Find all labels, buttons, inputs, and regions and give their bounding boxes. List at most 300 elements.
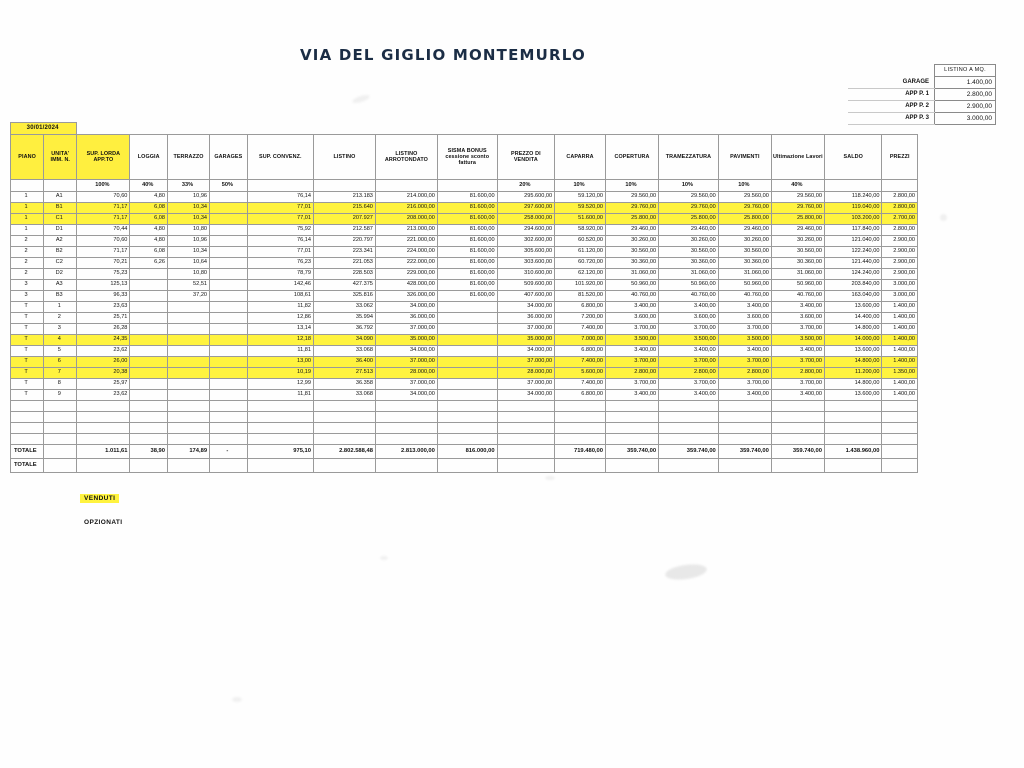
cell-loggia [130,379,168,390]
cell-ultimazione: 3.700,00 [771,357,824,368]
cell-unita: B2 [44,247,77,258]
cell-empty [497,401,555,412]
cell-empty [437,401,497,412]
cell-empty [210,412,248,423]
pct-pavimenti: 10% [718,180,771,192]
cell-listino-arrotondato: 37.000,00 [375,379,437,390]
cell-copertura: 30.260,00 [605,236,658,247]
cell-prezzo-vendita: 310.600,00 [497,269,555,280]
table-row [11,324,918,335]
cell-ultimazione: 3.700,00 [771,379,824,390]
price-list-value: 2.900,00 [935,101,996,113]
cell-pavimenti: 30.560,00 [718,247,771,258]
cell-loggia [130,324,168,335]
cell-sup-convenz: 77,01 [247,214,313,225]
total-cell-sup-lorda [77,459,130,473]
total-cell-sup-convenz: 975,10 [247,445,313,459]
cell-prezzi: 2.800,00 [882,203,918,214]
cell-listino-arrotondato: 28.000,00 [375,368,437,379]
cell-saldo: 119.040,00 [824,203,882,214]
scan-artifact [232,697,242,702]
cell-loggia: 4,80 [130,192,168,203]
cell-sisma-bonus: 81.600,00 [437,258,497,269]
cell-empty [437,423,497,434]
cell-sup-convenz: 12,86 [247,313,313,324]
sheet-date: 30/01/2024 [11,123,77,135]
cell-ultimazione: 50.960,00 [771,280,824,291]
total-cell-listino-arrotondato: 2.813.000,00 [375,445,437,459]
cell-copertura: 29.760,00 [605,203,658,214]
scan-artifact [664,562,708,582]
cell-listino-arrotondato: 428.000,00 [375,280,437,291]
cell-prezzo-vendita: 509.600,00 [497,280,555,291]
cell-copertura: 3.500,00 [605,335,658,346]
cell-empty [247,434,313,445]
cell-ultimazione: 31.060,00 [771,269,824,280]
cell-tramezzatura: 2.800,00 [659,368,719,379]
cell-empty [247,423,313,434]
cell-tramezzatura: 3.400,00 [659,390,719,401]
cell-empty [168,401,210,412]
cell-listino-arrotondato: 222.000,00 [375,258,437,269]
total-cell-unita [44,445,77,459]
cell-pavimenti: 30.260,00 [718,236,771,247]
cell-saldo: 117.840,00 [824,225,882,236]
cell-empty [168,434,210,445]
cell-piano: 3 [11,280,44,291]
cell-tramezzatura: 3.400,00 [659,302,719,313]
cell-piano: T [11,379,44,390]
cell-sup-convenz: 142,46 [247,280,313,291]
cell-tramezzatura: 30.560,00 [659,247,719,258]
cell-prezzo-vendita: 34.000,00 [497,302,555,313]
cell-unita: 5 [44,346,77,357]
cell-piano: 3 [11,291,44,302]
cell-empty [605,434,658,445]
cell-garages [210,346,248,357]
cell-prezzo-vendita: 294.600,00 [497,225,555,236]
cell-sisma-bonus: 81.600,00 [437,269,497,280]
cell-empty [497,434,555,445]
cell-pavimenti: 31.060,00 [718,269,771,280]
cell-piano: T [11,357,44,368]
cell-prezzi: 2.800,00 [882,192,918,203]
cell-listino: 221.053 [314,258,376,269]
cell-pavimenti: 2.800,00 [718,368,771,379]
cell-loggia [130,368,168,379]
cell-garages [210,247,248,258]
cell-caparra: 62.120,00 [555,269,606,280]
cell-empty [210,401,248,412]
cell-loggia [130,346,168,357]
table-row [11,280,918,291]
cell-sup-lorda: 75,23 [77,269,130,280]
cell-terrazzo [168,313,210,324]
cell-terrazzo: 10,34 [168,214,210,225]
cell-sisma-bonus [437,357,497,368]
pct-listino-arrotondato [375,180,437,192]
cell-prezzo-vendita: 303.600,00 [497,258,555,269]
cell-prezzi: 2.900,00 [882,258,918,269]
col-header-sisma-bonus: SISMA BONUS cessione sconto fattura [437,135,497,180]
cell-sup-convenz: 12,99 [247,379,313,390]
total-cell-unita [44,459,77,473]
cell-prezzi: 2.800,00 [882,225,918,236]
cell-sup-lorda: 70,60 [77,236,130,247]
cell-sisma-bonus [437,346,497,357]
cell-caparra: 7.000,00 [555,335,606,346]
pct-garages: 50% [210,180,248,192]
cell-terrazzo: 37,20 [168,291,210,302]
cell-garages [210,280,248,291]
cell-saldo: 14.000,00 [824,335,882,346]
cell-terrazzo: 10,64 [168,258,210,269]
price-list-label: APP P. 2 [848,101,935,113]
cell-tramezzatura: 29.760,00 [659,203,719,214]
cell-saldo: 14.800,00 [824,324,882,335]
pct-sup-convenz [247,180,313,192]
cell-sisma-bonus: 81.600,00 [437,225,497,236]
blank-row [11,423,918,434]
cell-ultimazione: 30.260,00 [771,236,824,247]
total-cell-terrazzo: 174,89 [168,445,210,459]
table-row [11,379,918,390]
cell-saldo: 121.440,00 [824,258,882,269]
col-header-sup-lorda: SUP. LORDA APP.TO [77,135,130,180]
cell-caparra: 7.400,00 [555,357,606,368]
cell-terrazzo: 10,80 [168,269,210,280]
cell-sup-convenz: 77,01 [247,247,313,258]
cell-saldo: 103.200,00 [824,214,882,225]
price-list-box [848,64,996,125]
cell-empty [824,434,882,445]
cell-sup-convenz: 10,19 [247,368,313,379]
cell-piano: 1 [11,203,44,214]
cell-caparra: 59.120,00 [555,192,606,203]
cell-empty [771,423,824,434]
table-row [11,258,918,269]
cell-pavimenti: 3.600,00 [718,313,771,324]
cell-sup-lorda: 23,62 [77,346,130,357]
cell-empty [11,434,44,445]
table-row [11,357,918,368]
cell-copertura: 3.400,00 [605,302,658,313]
cell-listino: 33.062 [314,302,376,313]
cell-empty [44,412,77,423]
cell-unita: C2 [44,258,77,269]
cell-terrazzo: 10,34 [168,247,210,258]
table-row [11,225,918,236]
cell-saldo: 124.240,00 [824,269,882,280]
cell-terrazzo [168,302,210,313]
cell-prezzi: 1.400,00 [882,357,918,368]
total-cell-ultimazione [771,459,824,473]
cell-prezzo-vendita: 34.000,00 [497,390,555,401]
cell-empty [555,401,606,412]
cell-empty [314,412,376,423]
cell-empty [659,401,719,412]
cell-garages [210,357,248,368]
cell-caparra: 7.200,00 [555,313,606,324]
cell-empty [44,401,77,412]
percent-row [11,180,918,192]
pct-loggia: 40% [130,180,168,192]
cell-terrazzo: 52,51 [168,280,210,291]
cell-empty [882,401,918,412]
cell-empty [77,434,130,445]
cell-loggia: 6,26 [130,258,168,269]
cell-empty [11,423,44,434]
cell-sisma-bonus [437,313,497,324]
cell-sup-lorda: 25,97 [77,379,130,390]
cell-sup-lorda: 23,62 [77,390,130,401]
pct-ultimazione: 40% [771,180,824,192]
cell-tramezzatura: 3.500,00 [659,335,719,346]
cell-ultimazione: 30.560,00 [771,247,824,258]
blank-row [11,412,918,423]
total-cell-saldo [824,459,882,473]
cell-empty [210,434,248,445]
cell-saldo: 121.040,00 [824,236,882,247]
pct-saldo [824,180,882,192]
table-row [11,203,918,214]
cell-empty [77,401,130,412]
col-header-saldo: SALDO [824,135,882,180]
cell-ultimazione: 29.460,00 [771,225,824,236]
cell-listino-arrotondato: 37.000,00 [375,324,437,335]
total-cell-tramezzatura: 359.740,00 [659,445,719,459]
price-list-value: 2.800,00 [935,89,996,101]
cell-empty [130,412,168,423]
price-list-value: 3.000,00 [935,113,996,125]
header-row [11,135,918,180]
cell-listino: 215.640 [314,203,376,214]
cell-empty [497,423,555,434]
cell-copertura: 2.800,00 [605,368,658,379]
cell-sup-lorda: 70,21 [77,258,130,269]
cell-empty [824,423,882,434]
cell-empty [247,412,313,423]
price-list-body [848,65,996,125]
cell-tramezzatura: 3.700,00 [659,324,719,335]
cell-sup-lorda: 25,71 [77,313,130,324]
col-header-caparra: CAPARRA [555,135,606,180]
cell-piano: 1 [11,192,44,203]
cell-sisma-bonus [437,390,497,401]
cell-prezzi: 3.000,00 [882,291,918,302]
cell-loggia: 6,08 [130,203,168,214]
col-header-garages: GARAGES [210,135,248,180]
cell-listino-arrotondato: 214.000,00 [375,192,437,203]
cell-saldo: 13.600,00 [824,302,882,313]
cell-empty [375,423,437,434]
cell-garages [210,214,248,225]
cell-empty [718,412,771,423]
total-cell-prezzi [882,459,918,473]
cell-prezzi: 2.900,00 [882,236,918,247]
cell-piano: 2 [11,247,44,258]
cell-empty [77,423,130,434]
cell-listino: 212.587 [314,225,376,236]
total-cell-copertura [605,459,658,473]
cell-saldo: 13.600,00 [824,390,882,401]
cell-empty [824,412,882,423]
cell-unita: D1 [44,225,77,236]
cell-terrazzo [168,379,210,390]
cell-loggia: 4,80 [130,236,168,247]
col-header-listino-arrotondato: LISTINO ARROTONDATO [375,135,437,180]
cell-prezzi: 1.400,00 [882,324,918,335]
cell-prezzi: 2.900,00 [882,247,918,258]
cell-pavimenti: 3.400,00 [718,390,771,401]
cell-empty [314,401,376,412]
cell-prezzo-vendita: 37.000,00 [497,379,555,390]
cell-garages [210,335,248,346]
price-list-header-row [848,65,996,77]
cell-unita: 1 [44,302,77,313]
cell-pavimenti: 29.560,00 [718,192,771,203]
cell-listino: 213.183 [314,192,376,203]
cell-caparra: 59.520,00 [555,203,606,214]
cell-sisma-bonus: 81.600,00 [437,192,497,203]
cell-piano: T [11,346,44,357]
cell-piano: T [11,335,44,346]
legend-venduti: VENDUTI [80,494,119,503]
total-cell-listino-arrotondato [375,459,437,473]
total-cell-listino [314,459,376,473]
cell-copertura: 40.760,00 [605,291,658,302]
cell-copertura: 30.360,00 [605,258,658,269]
cell-listino: 207.927 [314,214,376,225]
cell-sup-convenz: 11,81 [247,346,313,357]
cell-sup-lorda: 96,33 [77,291,130,302]
cell-sup-convenz: 75,92 [247,225,313,236]
price-list-label: GARAGE [848,77,935,89]
cell-prezzi: 1.400,00 [882,379,918,390]
cell-caparra: 7.400,00 [555,379,606,390]
table-row [11,214,918,225]
cell-piano: T [11,313,44,324]
cell-listino: 427.375 [314,280,376,291]
total-cell-prezzo-vendita [497,445,555,459]
total-cell-loggia: 38,90 [130,445,168,459]
scan-artifact [940,214,947,221]
cell-caparra: 6.800,00 [555,346,606,357]
total-cell-saldo: 1.438.960,00 [824,445,882,459]
cell-empty [605,423,658,434]
cell-listino-arrotondato: 229.000,00 [375,269,437,280]
cell-empty [718,423,771,434]
table-row [11,247,918,258]
cell-unita: A2 [44,236,77,247]
cell-garages [210,269,248,280]
cell-prezzo-vendita: 35.000,00 [497,335,555,346]
col-header-loggia: LOGGIA [130,135,168,180]
cell-tramezzatura: 29.560,00 [659,192,719,203]
cell-pavimenti: 29.760,00 [718,203,771,214]
cell-sup-convenz: 76,23 [247,258,313,269]
cell-garages [210,313,248,324]
cell-sisma-bonus [437,379,497,390]
cell-garages [210,324,248,335]
cell-empty [771,434,824,445]
cell-unita: B3 [44,291,77,302]
cell-empty [130,434,168,445]
cell-listino: 228.503 [314,269,376,280]
cell-ultimazione: 3.700,00 [771,324,824,335]
cell-loggia [130,357,168,368]
cell-unita: 3 [44,324,77,335]
cell-unita: 2 [44,313,77,324]
cell-sup-lorda: 20,38 [77,368,130,379]
table-row [11,291,918,302]
cell-pavimenti: 3.700,00 [718,379,771,390]
total-cell-pavimenti: 359.740,00 [718,445,771,459]
cell-listino: 36.400 [314,357,376,368]
cell-sisma-bonus: 81.600,00 [437,214,497,225]
cell-terrazzo [168,357,210,368]
price-list-value: 1.400,00 [935,77,996,89]
cell-copertura: 3.700,00 [605,379,658,390]
cell-listino-arrotondato: 224.000,00 [375,247,437,258]
page-title: VIA DEL GIGLIO MONTEMURLO [300,46,586,64]
cell-tramezzatura: 50.960,00 [659,280,719,291]
cell-empty [882,412,918,423]
cell-piano: 1 [11,214,44,225]
cell-ultimazione: 40.760,00 [771,291,824,302]
col-header-listino: LISTINO [314,135,376,180]
col-header-tramezzatura: TRAMEZZATURA [659,135,719,180]
cell-prezzo-vendita: 36.000,00 [497,313,555,324]
cell-sup-convenz: 76,14 [247,236,313,247]
cell-loggia [130,269,168,280]
cell-saldo: 14.800,00 [824,379,882,390]
cell-sisma-bonus [437,302,497,313]
cell-listino: 33.068 [314,346,376,357]
cell-ultimazione: 29.760,00 [771,203,824,214]
cell-empty [375,434,437,445]
cell-terrazzo [168,390,210,401]
cell-piano: 1 [11,225,44,236]
cell-listino-arrotondato: 34.000,00 [375,390,437,401]
cell-loggia [130,302,168,313]
cell-empty [824,401,882,412]
price-list-label: APP P. 3 [848,113,935,125]
total-cell-loggia [130,459,168,473]
cell-listino-arrotondato: 34.000,00 [375,346,437,357]
total-cell-garages: - [210,445,248,459]
cell-prezzi: 2.900,00 [882,269,918,280]
cell-loggia: 4,80 [130,225,168,236]
cell-prezzo-vendita: 407.600,00 [497,291,555,302]
col-header-terrazzo: TERRAZZO [168,135,210,180]
cell-empty [718,401,771,412]
cell-copertura: 29.560,00 [605,192,658,203]
total-cell-sup-lorda: 1.011,61 [77,445,130,459]
cell-loggia [130,291,168,302]
scan-artifact [352,93,371,104]
cell-sup-lorda: 71,17 [77,203,130,214]
cell-sisma-bonus: 81.600,00 [437,203,497,214]
cell-empty [210,423,248,434]
table-row [11,335,918,346]
cell-unita: 8 [44,379,77,390]
cell-listino: 27.513 [314,368,376,379]
pct-sup-lorda: 100% [77,180,130,192]
cell-empty [771,412,824,423]
cell-empty [375,412,437,423]
cell-empty [605,401,658,412]
